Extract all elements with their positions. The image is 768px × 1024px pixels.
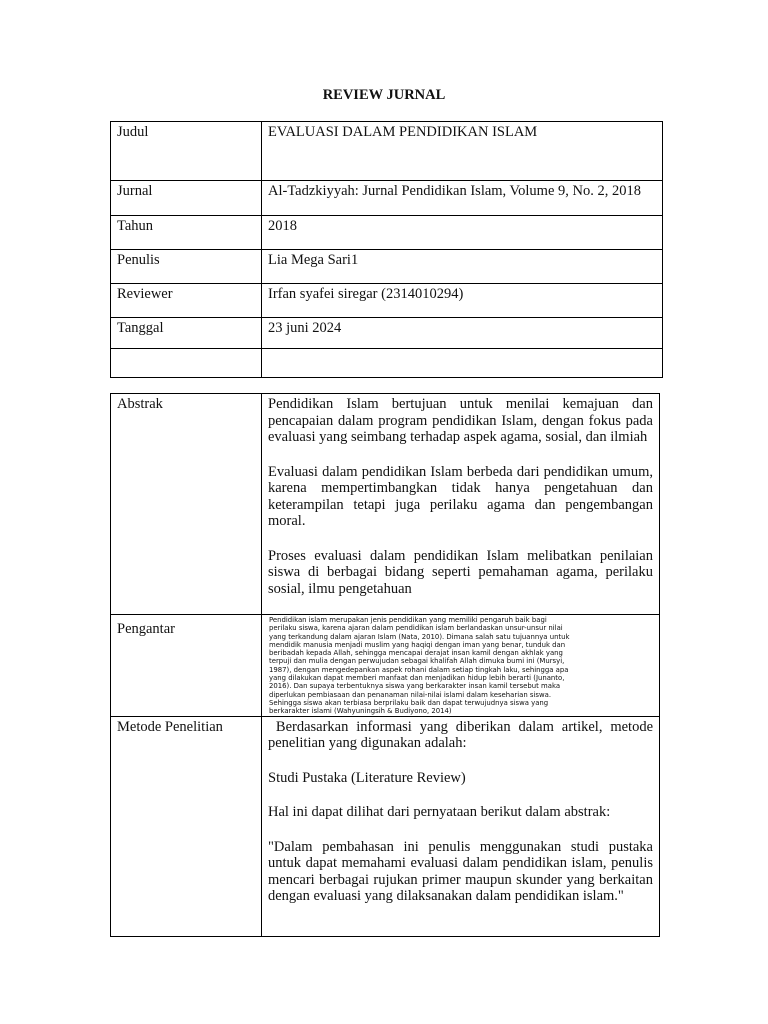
pengantar-line: 2016). Dan supaya terbentuknya siswa yang berkarakter insan kamil tersebut maka [269, 682, 561, 691]
label-jurnal: Jurnal [111, 181, 262, 216]
table-row [111, 122, 663, 181]
label-reviewer: Reviewer [111, 284, 262, 318]
label-judul: Judul [111, 122, 262, 181]
abstrak-paragraph: Pendidikan Islam bertujuan untuk menilai kemajuan dan pencapaian dalam program pendidikan Islam, dengan fokus pada evaluasi yang seimbang terhadap aspek agama, sosial, dan ilmiah [268, 396, 653, 445]
value-tanggal: 23 juni 2024 [262, 318, 663, 349]
label-abstrak: Abstrak [111, 394, 262, 615]
pengantar-line: beribadah kepada Allah, sehingga mencapai derajat insan kamil dengan akhlak yang [269, 649, 563, 658]
abstrak-paragraph: Evaluasi dalam pendidikan Islam berbeda dari pendidikan umum, karena mempertimbangkan tidak hanya pengetahuan dan keterampilan tetapi juga perilaku agama dan pengembangan moral. [268, 463, 653, 529]
metode-evidence: Hal ini dapat dilihat dari pernyataan berikut dalam abstrak: [268, 804, 611, 821]
table-row [111, 394, 660, 615]
pengantar-line: 1987), dengan mengedepankan aspek rohani dalam setiap tingkah laku, sehingga apa [269, 665, 569, 674]
value-penulis: Lia Mega Sari1 [262, 250, 663, 284]
info-table [110, 121, 663, 378]
document-title: REVIEW JURNAL [322, 87, 446, 103]
pengantar-line: terpuji dan mulia dengan perwujudan sebagai khalifah Allah dimuka bumi ini (Mursyi, [269, 657, 565, 666]
abstrak-paragraph: Proses evaluasi dalam pendidikan Islam melibatkan penilaian siswa di berbagai bidang seperti pemahaman agama, perilaku sosial, ilmu pengetahuan [268, 547, 653, 597]
pengantar-line: diperlukan pembiasaan dan penanaman nilai-nilai islami dalam keseharian siswa. [269, 690, 552, 699]
value-jurnal: Al-Tadzkiyyah: Jurnal Pendidikan Islam, Volume 9, No. 2, 2018 [262, 181, 663, 216]
table-row [111, 615, 660, 717]
metode-name: Studi Pustaka (Literature Review) [268, 769, 466, 786]
pengantar-line: berkarakter islami (Wahyuningsih & Budiyono, 2014) [269, 707, 452, 716]
table-row [111, 181, 663, 216]
value-empty [262, 349, 663, 378]
pengantar-line: Pendidikan islam merupakan jenis pendidikan yang memiliki pengaruh baik bagi [269, 616, 547, 624]
label-metode: Metode Penelitian [111, 716, 262, 936]
table-row [111, 284, 663, 318]
table-row [111, 250, 663, 284]
value-judul: EVALUASI DALAM PENDIDIKAN ISLAM [262, 122, 663, 181]
label-penulis: Penulis [111, 250, 262, 284]
table-row [111, 349, 663, 378]
label-pengantar: Pengantar [111, 615, 262, 717]
pengantar-content [262, 615, 660, 717]
label-tanggal: Tanggal [111, 318, 262, 349]
value-reviewer: Irfan syafei siregar (2314010294) [262, 284, 663, 318]
pengantar-line: yang terkandung dalam ajaran Islam (Nata, 2010). Dimana salah satu tujuannya untuk [269, 632, 570, 641]
pengantar-line: mendidik manusia menjadi muslim yang haqiqi dengan iman yang benar, tunduk dan [269, 640, 566, 649]
value-tahun: 2018 [262, 216, 663, 250]
pengantar-line: yang dilakukan dapat memberi manfaat dan menjadikan hidup lebih berarti (Junanto, [269, 674, 565, 683]
table-row [111, 318, 663, 349]
pengantar-line: perilaku siswa, karena ajaran dalam pendidikan islam berlandaskan unsur-unsur nilai [269, 624, 563, 633]
label-empty [111, 349, 262, 378]
table-row [111, 716, 660, 936]
metode-content [262, 716, 660, 936]
table-row [111, 216, 663, 250]
metode-intro: Berdasarkan informasi yang diberikan dalam artikel, metode penelitian yang digunakan adalah: [268, 718, 657, 752]
label-tahun: Tahun [111, 216, 262, 250]
pengantar-line: Sehingga siswa akan terbiasa berprilaku baik dan dapat terwujudnya siswa yang [269, 698, 549, 707]
content-table [110, 393, 660, 937]
abstrak-content [262, 394, 660, 615]
metode-quote: "Dalam pembahasan ini penulis menggunakan studi pustaka untuk dapat memahami evaluasi dalam pendidikan islam, penulis mencari berbagai rujukan primer maupun skunder yang berkaitan dengan evaluasi yang dilaksanakan dalam pendidikan islam." [268, 838, 653, 905]
